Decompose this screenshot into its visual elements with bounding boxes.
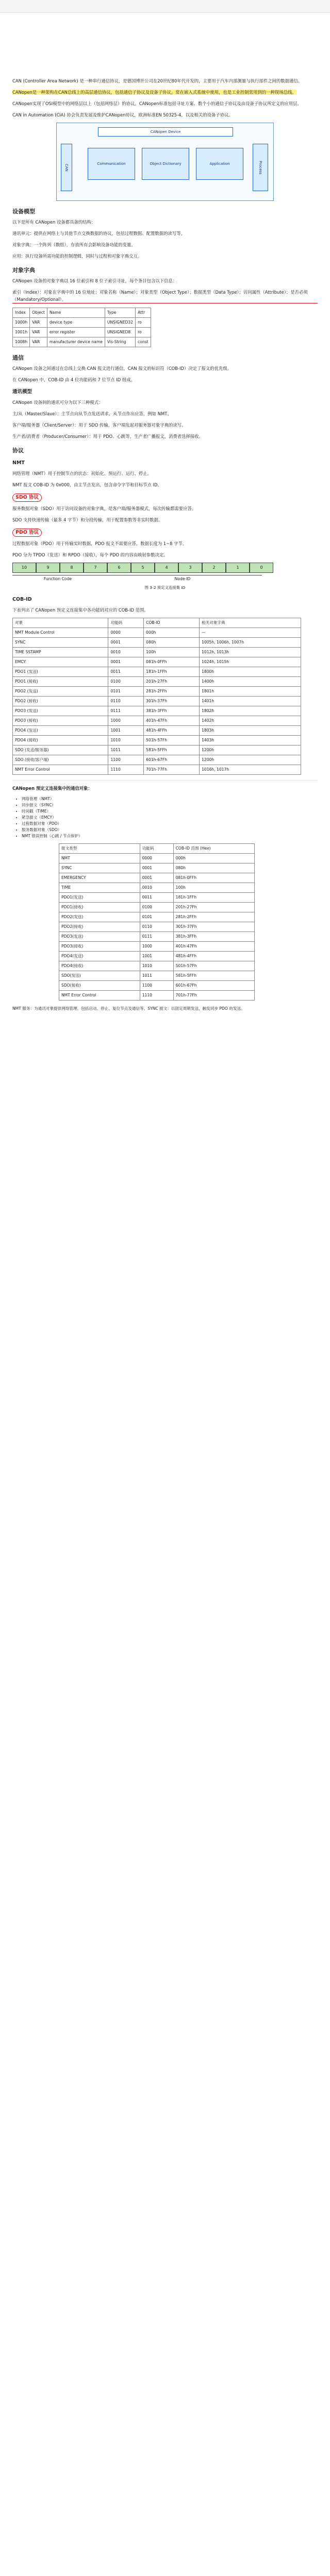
bottom-cell: 0010 bbox=[140, 883, 173, 893]
communication-text-2: 在 CANopen 中，COB-ID 由 4 位功能码和 7 位节点 ID 组成。 bbox=[12, 377, 136, 382]
od-header-1: Object bbox=[30, 308, 47, 318]
device-model-text-1: 以下是所有 CANopen 设备都具备的结构： bbox=[12, 219, 96, 225]
cobid-cell: SYNC bbox=[13, 638, 108, 648]
od-cell: UNSIGNED32 bbox=[105, 318, 135, 328]
cobid-cell: 1011 bbox=[108, 745, 144, 755]
summary-list bbox=[22, 796, 318, 839]
cobid-cell: 0000 bbox=[108, 628, 144, 638]
bottom-cell: 401h-47Fh bbox=[173, 942, 254, 952]
bottom-cell: 0110 bbox=[140, 922, 173, 932]
cobid-row bbox=[13, 657, 301, 667]
cobid-bit-frame bbox=[12, 563, 318, 573]
bottom-row bbox=[59, 952, 255, 961]
bottom-row bbox=[59, 942, 255, 952]
cobid-row bbox=[13, 755, 301, 765]
bottom-cell: 381h-3FFh bbox=[173, 932, 254, 942]
cobid-row bbox=[13, 687, 301, 697]
frame-node-id-label: Node-ID bbox=[103, 575, 262, 583]
bottom-row bbox=[59, 932, 255, 942]
cobid-cell: 0011 bbox=[108, 667, 144, 677]
bottom-cell: 0011 bbox=[140, 893, 173, 903]
cobid-cell: 281h-2FFh bbox=[144, 687, 200, 697]
cobid-cell: 1016h, 1017h bbox=[200, 765, 301, 775]
cobid-cell: 1800h bbox=[200, 667, 301, 677]
bottom-header-1: 功能码 bbox=[140, 844, 173, 854]
frame-bit-cell: 9 bbox=[36, 563, 60, 573]
bottom-cell: 000h bbox=[173, 854, 254, 863]
frame-bit-cell: 5 bbox=[131, 563, 155, 573]
cobid-cell: PDO3 (发送) bbox=[13, 706, 108, 716]
bottom-cell: 201h-27Fh bbox=[173, 903, 254, 912]
cobid-cell: 201h-27Fh bbox=[144, 677, 200, 687]
diagram-title: CANopen Device bbox=[98, 127, 233, 137]
cobid-cell: 1803h bbox=[200, 726, 301, 736]
cobid-cell: 301h-37Fh bbox=[144, 697, 200, 706]
bottom-cell: 0000 bbox=[140, 854, 173, 863]
bottom-cell: 581h-5FFh bbox=[173, 971, 254, 981]
cobid-cell: PDO2 (发送) bbox=[13, 687, 108, 697]
bottom-cell: 0001 bbox=[140, 873, 173, 883]
od-cell: UNSIGNED8 bbox=[105, 328, 135, 337]
bottom-cell: 1011 bbox=[140, 971, 173, 981]
bottom-cell: 181h-1FFh bbox=[173, 893, 254, 903]
od-cell: 1008h bbox=[13, 337, 30, 347]
bottom-row bbox=[59, 903, 255, 912]
cobid-row bbox=[13, 736, 301, 745]
communication-text-1: CANopen 设备之间通过在总线上交换 CAN 报文进行通信，CAN 报文的标识符（COB-ID）决定了报文的优先级。 bbox=[12, 366, 232, 371]
cobid-cell: 1403h bbox=[200, 736, 301, 745]
cobid-cell: 181h-1FFh bbox=[144, 667, 200, 677]
heading-nmt: NMT bbox=[12, 460, 25, 466]
od-row bbox=[13, 337, 151, 347]
heading-object-dictionary: 对象字典 bbox=[12, 267, 35, 274]
od-cell: VAR bbox=[30, 318, 47, 328]
cobid-cell: 0110 bbox=[108, 697, 144, 706]
bottom-cell: PDO1(发送) bbox=[59, 893, 140, 903]
heading-sdo bbox=[12, 494, 318, 502]
cobid-header-1: 功能码 bbox=[108, 618, 144, 628]
summary-item: • 时间戳（TIME） bbox=[22, 808, 318, 815]
diagram-object-dictionary-block: Object Dictionary bbox=[142, 148, 189, 180]
bottom-cell: NMT Error Control bbox=[59, 991, 140, 1001]
frame-bit-cell: 1 bbox=[226, 563, 250, 573]
heading-cobid: COB-ID bbox=[12, 597, 32, 602]
bottom-cell: 301h-37Fh bbox=[173, 922, 254, 932]
summary-item: • 网络管理（NMT） bbox=[22, 796, 318, 802]
od-cell: VAR bbox=[30, 337, 47, 347]
od-cell: error register bbox=[47, 328, 105, 337]
cobid-cell: — bbox=[200, 628, 301, 638]
bottom-header-0: 报文类型 bbox=[59, 844, 140, 854]
cobid-cell: PDO2 (接收) bbox=[13, 697, 108, 706]
od-header-4: Attr bbox=[136, 308, 151, 318]
bottom-cell: 1001 bbox=[140, 952, 173, 961]
cobid-header-2: COB-ID bbox=[144, 618, 200, 628]
bottom-cell: PDO2(接收) bbox=[59, 922, 140, 932]
cobid-cell: TIME SSTAMP bbox=[13, 648, 108, 657]
sdo-pill: SDO 协议 bbox=[12, 494, 42, 502]
cobid-row bbox=[13, 716, 301, 726]
od-cell: Vis-String bbox=[105, 337, 135, 347]
cobid-cell: 481h-4FFh bbox=[144, 726, 200, 736]
diagram-can-bus: CAN bbox=[61, 144, 72, 191]
bottom-cell: 0101 bbox=[140, 912, 173, 922]
od-cell: manufacturer device name bbox=[47, 337, 105, 347]
od-cell: ro bbox=[136, 318, 151, 328]
bottom-cell: 501h-57Fh bbox=[173, 961, 254, 971]
cobid-cell: SDO (接收/客户端) bbox=[13, 755, 108, 765]
bottom-cell: 100h bbox=[173, 883, 254, 893]
model-text-1: CANopen 设备间的通讯可分为以下三种模式： bbox=[12, 400, 103, 405]
bottom-cell: 1000 bbox=[140, 942, 173, 952]
divider bbox=[12, 780, 318, 781]
cobid-cell: 601h-67Fh bbox=[144, 755, 200, 765]
frame-bit-cell: 6 bbox=[107, 563, 131, 573]
frame-bit-cell: 7 bbox=[84, 563, 107, 573]
heading-pdo bbox=[12, 529, 318, 537]
cobid-row bbox=[13, 765, 301, 775]
cobid-cell: 1024h, 1015h bbox=[200, 657, 301, 667]
cobid-cell: 000h bbox=[144, 628, 200, 638]
cobid-cell: 1100 bbox=[108, 755, 144, 765]
bottom-table-wrap bbox=[12, 843, 318, 1001]
cobid-cell: NMT Module Control bbox=[13, 628, 108, 638]
nmt-text-1: 网络管理（NMT）用于控制节点的状态：初始化、预运行、运行、停止。 bbox=[12, 471, 152, 476]
bottom-row bbox=[59, 893, 255, 903]
nmt-text-2: NMT 报文 COB-ID 为 0x000，由主节点发出，包含命令字节和目标节点 ID。 bbox=[12, 482, 162, 487]
cobid-row bbox=[13, 745, 301, 755]
bottom-cell: 701h-77Fh bbox=[173, 991, 254, 1001]
pdo-pill: PDO 协议 bbox=[12, 529, 42, 537]
cobid-cell: PDO3 (接收) bbox=[13, 716, 108, 726]
cobid-cell: 1001 bbox=[108, 726, 144, 736]
bottom-cell: 481h-4FFh bbox=[173, 952, 254, 961]
bottom-cell: PDO3(接收) bbox=[59, 942, 140, 952]
bottom-cell: PDO4(发送) bbox=[59, 952, 140, 961]
bottom-cell: 0001 bbox=[140, 863, 173, 873]
od-cell: 1000h bbox=[13, 318, 30, 328]
bottom-header-2: COB-ID 范围 (Hex) bbox=[173, 844, 254, 854]
frame-bit-cell: 4 bbox=[155, 563, 178, 573]
bottom-row bbox=[59, 991, 255, 1001]
cobid-cell: SDO (发送/服务器) bbox=[13, 745, 108, 755]
bottom-row bbox=[59, 854, 255, 863]
cobid-row bbox=[13, 648, 301, 657]
cobid-cell: 0001 bbox=[108, 657, 144, 667]
model-text-4: 生产者/消费者（Producer/Consumer）：用于 PDO、心跳等，生产者广播报文，消费者选择接收。 bbox=[12, 434, 204, 439]
diagram-process: Process bbox=[253, 144, 268, 191]
cobid-row bbox=[13, 697, 301, 706]
cobid-cell: 1802h bbox=[200, 706, 301, 716]
cobid-cell: 1110 bbox=[108, 765, 144, 775]
bottom-cell: TIME bbox=[59, 883, 140, 893]
summary-item: • 同步报文（SYNC） bbox=[22, 802, 318, 808]
bottom-cell: PDO1(接收) bbox=[59, 903, 140, 912]
bottom-cell: 1010 bbox=[140, 961, 173, 971]
pdo-text-2: PDO 分为 TPDO（发送）和 RPDO（接收），每个 PDO 的内容由映射参数决定。 bbox=[12, 552, 168, 557]
object-dictionary-text-1: CANopen 设备的对象字典以 16 位索引和 8 位子索引寻址，每个条目包含以下信息： bbox=[12, 278, 177, 283]
bottom-cell: SDO(接收) bbox=[59, 981, 140, 991]
summary-title: CANopen 预定义连接集中的通信对象： bbox=[12, 786, 92, 791]
bottom-cell: SYNC bbox=[59, 863, 140, 873]
cobid-cell: 080h bbox=[144, 638, 200, 648]
bottom-cell: EMERGENCY bbox=[59, 873, 140, 883]
cobid-table bbox=[12, 618, 301, 775]
cobid-cell: EMCY bbox=[13, 657, 108, 667]
cobid-cell: 0101 bbox=[108, 687, 144, 697]
bottom-row bbox=[59, 883, 255, 893]
bottom-row bbox=[59, 971, 255, 981]
bottom-cell: 1110 bbox=[140, 991, 173, 1001]
cobid-cell: 1801h bbox=[200, 687, 301, 697]
frame-caption: 图 3-2 预定义连接集 ID bbox=[144, 585, 186, 590]
cobid-cell: 1200h bbox=[200, 755, 301, 765]
od-cell: const bbox=[136, 337, 151, 347]
cobid-cell: 081h-0FFh bbox=[144, 657, 200, 667]
cobid-cell: 1401h bbox=[200, 697, 301, 706]
heading-communication-model: 通讯模型 bbox=[12, 389, 32, 395]
bottom-row bbox=[59, 873, 255, 883]
bottom-row bbox=[59, 863, 255, 873]
intro-paragraph-3: CANopen实现了OSI模型中的网络层以上（包括网络层）的协议。CANopen标准包括寻址方案、数个小的通信子协议及由设备子协议所定义的应用层。 bbox=[12, 101, 302, 106]
bottom-table bbox=[59, 843, 255, 1001]
cobid-cell: 0001 bbox=[108, 638, 144, 648]
intro-paragraph-4: CAN in Automation (CiA) 协会负责发展及维护CANopen协议，欧洲标准EN 50325-4，以及相关的设备子协议。 bbox=[12, 112, 233, 117]
cobid-row bbox=[13, 628, 301, 638]
cobid-cell: 1400h bbox=[200, 677, 301, 687]
bottom-cell: 081h-0FFh bbox=[173, 873, 254, 883]
cobid-text-1: 下表列出了 CANopen 预定义连接集中各功能码对应的 COB-ID 范围。 bbox=[12, 607, 148, 613]
summary-item: • NMT 错误控制（心跳 / 节点保护） bbox=[22, 833, 318, 839]
od-header-2: Name bbox=[47, 308, 105, 318]
cobid-cell: 0100 bbox=[108, 677, 144, 687]
cobid-cell: 501h-57Fh bbox=[144, 736, 200, 745]
cobid-cell: 1005h, 1006h, 1007h bbox=[200, 638, 301, 648]
od-row bbox=[13, 318, 151, 328]
cobid-cell: 401h-47Fh bbox=[144, 716, 200, 726]
device-model-text-2: 通讯单元：提供在网络上与其他节点交换数据的协议，包括过程数据、配置数据的读写等。 bbox=[12, 231, 185, 236]
cobid-cell: PDO4 (接收) bbox=[13, 736, 108, 745]
cobid-row bbox=[13, 677, 301, 687]
heading-protocols: 协议 bbox=[12, 447, 24, 454]
od-cell: 1001h bbox=[13, 328, 30, 337]
bottom-cell: PDO2(发送) bbox=[59, 912, 140, 922]
intro-highlight: CANopen是一种架构在CAN总线上的高层通信协议，包括通信子协议及设备子协议，常在嵌入式系统中使用，也是工业控制常用到的一种现场总线。 bbox=[12, 90, 296, 95]
cobid-row bbox=[13, 667, 301, 677]
device-model-text-3: 对象字典：一个阵列（数组），存放所有会影响设备功能的变量。 bbox=[12, 242, 136, 247]
bottom-cell: 281h-2FFh bbox=[173, 912, 254, 922]
summary-item: • 服务数据对象（SDO） bbox=[22, 827, 318, 833]
diagram-communication-block: Communication bbox=[88, 148, 135, 180]
pdo-text-1: 过程数据对象（PDO）用于传输实时数据，PDO 报文不需要应答，数据长度为 1~8 字节。 bbox=[12, 541, 187, 546]
frame-function-code-label: Function Code bbox=[12, 575, 103, 583]
cobid-header-3: 相关对象字典 bbox=[200, 618, 301, 628]
cobid-cell: 701h-77Fh bbox=[144, 765, 200, 775]
cobid-cell: 1010 bbox=[108, 736, 144, 745]
cobid-row bbox=[13, 726, 301, 736]
frame-bit-cell: 2 bbox=[202, 563, 226, 573]
object-dictionary-table-wrap bbox=[12, 308, 318, 347]
cobid-header-0: 对象 bbox=[13, 618, 108, 628]
bottom-cell: PDO3(发送) bbox=[59, 932, 140, 942]
top-bar bbox=[0, 0, 330, 13]
device-model-text-4: 应用：执行设备所需功能的控制逻辑，同时与过程和对象字典交互。 bbox=[12, 253, 142, 259]
footer-note: NMT 服务：为通讯对象提供网络管理，包括启动、停止、复位节点及通信等。SYNC 报文：以固定周期发送，触发同步 PDO 的发送。 bbox=[12, 1006, 245, 1011]
object-dictionary-text-2: 索引（Index）：对象在字典中的 16 位地址；对象名称（Name）；对象类型（Object Type）；数据类型（Data Type）；访问属性（Attribute）；是否必须（Mandatory/Optional）。 bbox=[12, 289, 318, 303]
bottom-cell: PDO4(接收) bbox=[59, 961, 140, 971]
cobid-cell: 1402h bbox=[200, 716, 301, 726]
bottom-cell: 1100 bbox=[140, 981, 173, 991]
document-page bbox=[12, 77, 318, 1016]
bottom-cell: 601h-67Fh bbox=[173, 981, 254, 991]
bottom-cell: 0100 bbox=[140, 903, 173, 912]
bottom-row bbox=[59, 981, 255, 991]
bottom-row bbox=[59, 922, 255, 932]
od-cell: device type bbox=[47, 318, 105, 328]
cobid-row bbox=[13, 706, 301, 716]
cobid-cell: NMT Error Control bbox=[13, 765, 108, 775]
canopen-device-diagram bbox=[56, 123, 274, 201]
od-cell: ro bbox=[136, 328, 151, 337]
cobid-cell: 1200h bbox=[200, 745, 301, 755]
cobid-cell: 1012h, 1013h bbox=[200, 648, 301, 657]
cobid-cell: 381h-3FFh bbox=[144, 706, 200, 716]
heading-communication: 通信 bbox=[12, 354, 24, 361]
od-header-3: Type bbox=[105, 308, 135, 318]
cobid-cell: 1000 bbox=[108, 716, 144, 726]
cobid-cell: 0010 bbox=[108, 648, 144, 657]
intro-paragraph-1: CAN (Controller Area Network) 是一种串行通信协议，是德国博世公司在20世纪80年代开发的，主要用于汽车内部测量与执行部件之间的数据通信。 bbox=[12, 78, 303, 83]
bottom-cell: 0111 bbox=[140, 932, 173, 942]
cobid-cell: PDO1 (发送) bbox=[13, 667, 108, 677]
frame-labels bbox=[12, 575, 262, 583]
sdo-text-2: SDO 支持快速传输（最多 4 字节）和分段传输，用于配置参数等非实时数据。 bbox=[12, 517, 163, 522]
od-cell: VAR bbox=[30, 328, 47, 337]
od-row bbox=[13, 328, 151, 337]
cobid-cell: PDO4 (发送) bbox=[13, 726, 108, 736]
heading-device-model: 设备模型 bbox=[12, 208, 35, 215]
cobid-cell: PDO1 (接收) bbox=[13, 677, 108, 687]
cobid-cell: 100h bbox=[144, 648, 200, 657]
cobid-cell: 581h-5FFh bbox=[144, 745, 200, 755]
summary-item: • 过程数据对象（PDO） bbox=[22, 821, 318, 827]
frame-bit-cell: 10 bbox=[12, 563, 36, 573]
intro-paragraph-2 bbox=[12, 89, 318, 96]
cobid-table-wrap bbox=[12, 618, 318, 775]
summary-item: • 紧急报文（EMCY） bbox=[22, 815, 318, 821]
frame-bit-cell: 3 bbox=[178, 563, 202, 573]
cobid-cell: 0111 bbox=[108, 706, 144, 716]
bottom-cell: 080h bbox=[173, 863, 254, 873]
cobid-row bbox=[13, 638, 301, 648]
bottom-row bbox=[59, 961, 255, 971]
object-dictionary-table bbox=[12, 308, 151, 347]
model-text-3: 客户端/服务器（Client/Server）：用于 SDO 传输，客户端发起对服务器对象字典的读写。 bbox=[12, 422, 186, 428]
sdo-text-1: 服务数据对象（SDO）用于访问设备的对象字典，是客户端/服务器模式，每次传输都需要应答。 bbox=[12, 506, 196, 511]
frame-bit-cell: 8 bbox=[60, 563, 84, 573]
od-header-0: Index bbox=[13, 308, 30, 318]
model-text-2: 主/从（Master/Slave）：主节点向从节点发送请求，从节点作出应答，例如 NMT。 bbox=[12, 411, 172, 416]
bottom-cell: SDO(发送) bbox=[59, 971, 140, 981]
bottom-row bbox=[59, 912, 255, 922]
bottom-cell: NMT bbox=[59, 854, 140, 863]
frame-bit-cell: 0 bbox=[250, 563, 273, 573]
diagram-application-block: Application bbox=[196, 148, 243, 180]
